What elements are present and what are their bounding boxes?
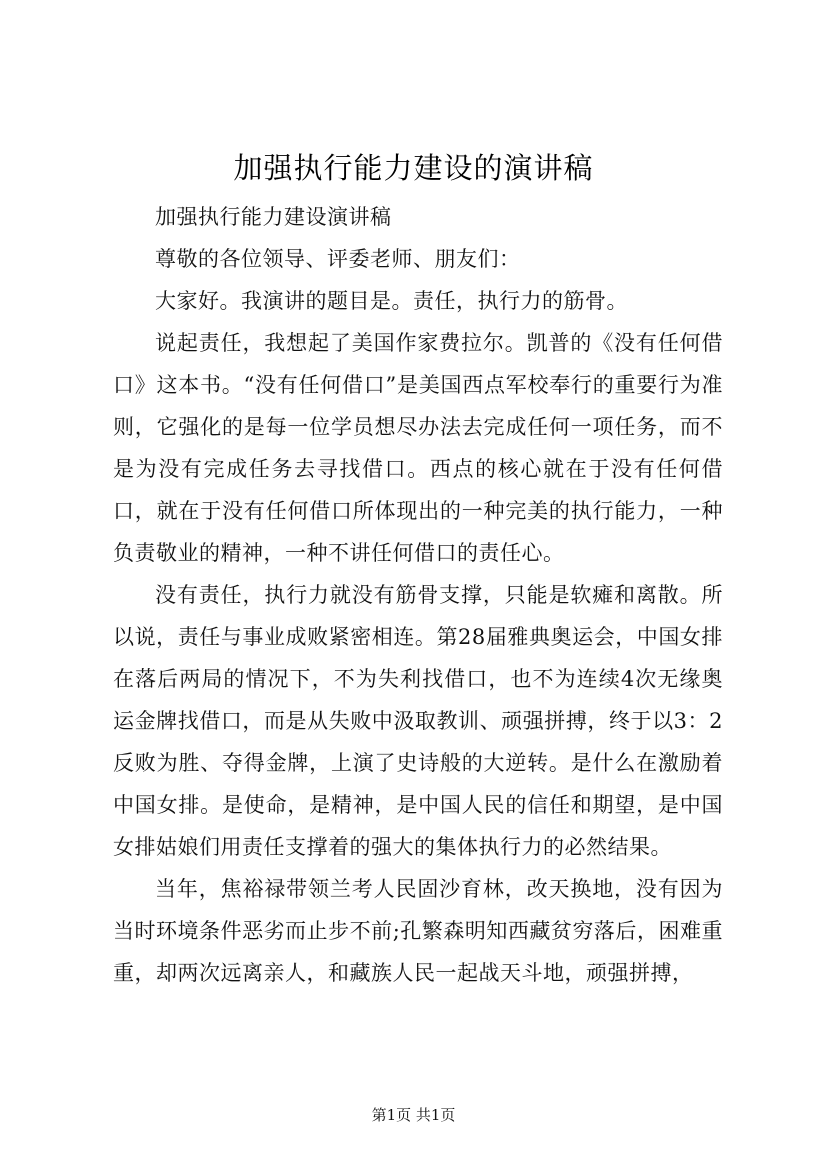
page-footer: 第1页 共1页 xyxy=(371,1106,456,1124)
document-title: 加强执行能力建设的演讲稿 xyxy=(233,151,594,185)
paragraph-volleyball: 没有责任，执行力就没有筋骨支撑，只能是软瘫和离散。所以说，责任与事业成败紧密相连。第28届雅典奥运会，中国女排在落后两局的情况下，不为失利找借口，也不为连续4次无缘奥运金牌找借口，而是从失败中汲取教训、顽强拼搏，终于以3：2反败为胜、夺得金牌，上演了史诗般的大逆转。是什么在激励着中国女排。是使命，是精神，是中国人民的信任和期望，是中国女排姑娘们用责任支撑着的强大的集体执行力的必然结果。 xyxy=(113,583,723,859)
paragraph-greeting: 大家好。我演讲的题目是。责任，执行力的筋骨。 xyxy=(155,289,628,313)
paragraph-west-point: 说起责任，我想起了美国作家费拉尔。凯普的《没有任何借口》这本书。“没有任何借口”是美国西点军校奉行的重要行为准则，它强化的是每一位学员想尽办法去完成任何一项任务，而不是为没有完成任务去寻找借口。西点的核心就在于没有任何借口，就在于没有任何借口所体现出的一种完美的执行能力，一种负责敬业的精神，一种不讲任何借口的责任心。 xyxy=(113,331,723,565)
paragraph-salutation: 尊敬的各位领导、评委老师、朋友们： xyxy=(155,247,521,271)
document-body xyxy=(113,196,723,994)
paragraph-jiao-yulu: 当年，焦裕禄带领兰考人民固沙育林，改天换地，没有因为当时环境条件恶劣而止步不前;孔繁森明知西藏贫穷落后，困难重重，却两次远离亲人，和藏族人民一起战天斗地，顽强拼搏， xyxy=(113,877,723,985)
paragraph-subtitle: 加强执行能力建设演讲稿 xyxy=(155,205,392,229)
